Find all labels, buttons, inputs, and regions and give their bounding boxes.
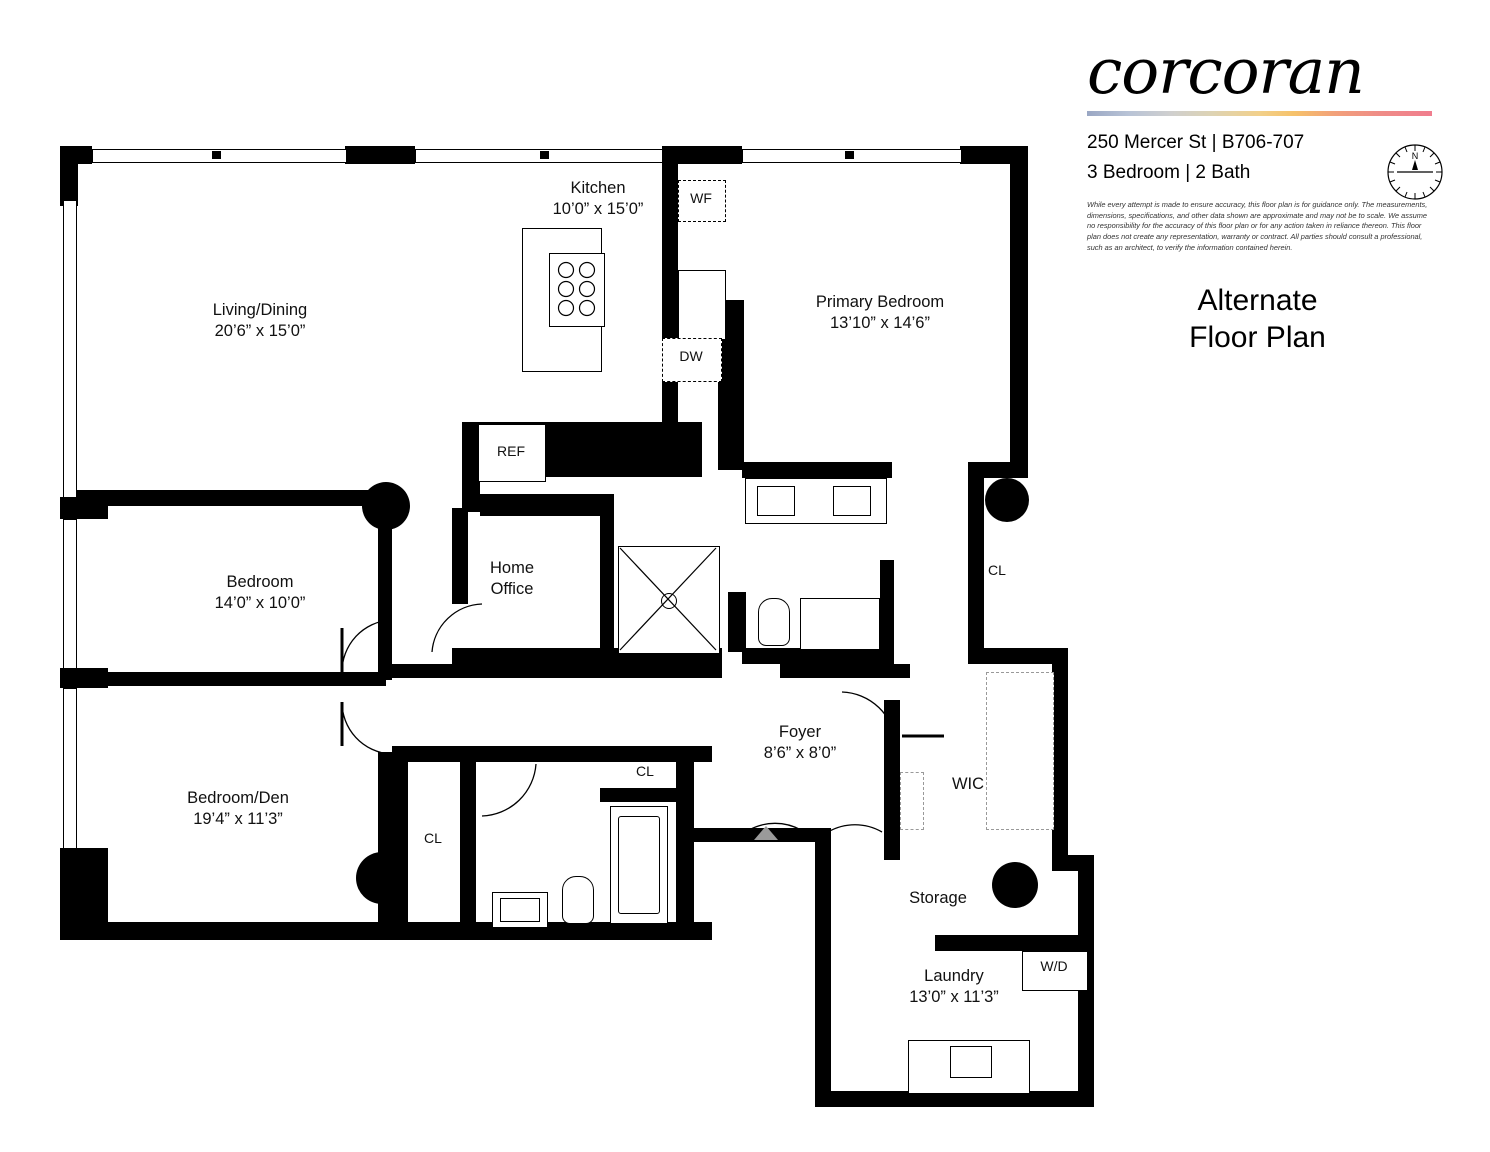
window-left-1 — [63, 200, 77, 502]
window-left-3 — [63, 688, 77, 850]
wall-wd-divider — [935, 935, 1094, 951]
wall-primary-bottom — [742, 462, 892, 478]
wall-exterior-top-mid — [345, 146, 415, 164]
wic-shelving — [986, 672, 1054, 830]
appliance-label-ref: REF — [497, 443, 525, 459]
wall-bedroom-top — [76, 490, 386, 506]
door-bedroom — [340, 618, 392, 674]
property-address: 250 Mercer St | B706-707 — [1087, 132, 1305, 153]
window-mullion-1 — [212, 151, 221, 159]
plan-title — [1085, 282, 1430, 357]
sink-left — [757, 486, 795, 516]
room-label-bedroom: Bedroom 14’0” x 10’0” — [214, 573, 306, 612]
fridge-box — [678, 270, 726, 340]
cooktop-burners-icon — [549, 253, 603, 325]
property-beds-baths: 3 Bedroom | 2 Bath — [1087, 162, 1251, 183]
closet-label-hall: CL — [636, 763, 654, 779]
room-label-home-office: Home Office — [489, 559, 534, 598]
corcoran-logo: corcoran — [1087, 35, 1364, 108]
plan-title-line1: Alternate — [1197, 283, 1318, 317]
wall-hall-top — [392, 664, 722, 678]
brand-gradient-bar — [1087, 111, 1432, 116]
plan-title-line2: Floor Plan — [1189, 321, 1326, 355]
door-foyer-right — [826, 782, 886, 834]
room-label-living-dining: Living/Dining 20’6” x 15’0” — [212, 301, 308, 340]
room-label-wic: WIC — [951, 775, 985, 793]
room-label-storage: Storage — [909, 889, 967, 907]
appliance-label-dw: DW — [679, 348, 703, 364]
door-den — [340, 700, 392, 756]
room-label-kitchen: Kitchen 10’0” x 15’0” — [552, 179, 644, 218]
wall-den-right — [378, 752, 392, 938]
toilet-primary — [758, 598, 790, 646]
window-left-2 — [63, 519, 77, 671]
toilet-secondary — [562, 876, 594, 924]
laundry-sink-basin — [950, 1046, 992, 1078]
room-label-primary-bedroom: Primary Bedroom 13’10” x 14’6” — [815, 293, 945, 332]
wall-exterior-left-top — [60, 146, 78, 206]
room-label-laundry: Laundry 13’0” x 11’3” — [909, 967, 999, 1006]
window-mullion-2 — [540, 151, 549, 159]
wall-cl-den-top — [392, 746, 712, 762]
wall-pbath-wc — [728, 592, 746, 652]
wall-exterior-bottom-left — [60, 922, 405, 940]
legal-disclaimer: While every attempt is made to ensure accuracy, this floor plan is for guidance only. The measurements, dimensions, specifications, and other data shown are approximate and may not be to scale. We assume no responsibility for the accuracy of this floor plan or for any action taken in reliance thereon. This floor plan does not create any representation, warranty or contract. All parties should consult a professional, such as an architect, to verify the information contained herein. — [1087, 200, 1428, 252]
sink-right — [833, 486, 871, 516]
window-mullion-3 — [845, 151, 854, 159]
shower-cross-icon — [618, 546, 718, 652]
wall-exterior-right-top — [1010, 146, 1028, 476]
vanity-secondary-sink — [500, 898, 540, 922]
wall-cl-mid-bottom — [600, 788, 692, 802]
wall-foyer-left — [694, 828, 718, 842]
wall-bath-bottom — [392, 922, 712, 940]
column-bedroom — [362, 482, 410, 530]
closet-label-den: CL — [424, 830, 442, 846]
appliance-label-wf: WF — [690, 190, 712, 206]
door-secondary-bath — [478, 762, 538, 818]
info-panel — [1085, 35, 1455, 357]
wall-cl-den-right — [460, 760, 476, 938]
tub-primary — [800, 598, 880, 650]
entry-threshold-icon — [752, 824, 780, 842]
wall-laundry-left — [815, 832, 831, 1107]
wall-kitchen-counter — [540, 422, 702, 477]
svg-text:N: N — [1411, 151, 1419, 161]
wall-pbath-bottom — [742, 648, 894, 664]
room-label-foyer: Foyer 8’6” x 8’0” — [763, 723, 837, 762]
column-primary — [985, 478, 1029, 522]
wall-hall-top-right — [780, 664, 910, 678]
wall-shower-bar — [886, 560, 892, 628]
wall-office-right — [600, 508, 614, 658]
wall-wic-right — [1052, 648, 1068, 868]
closet-label-primary: CL — [988, 562, 1006, 578]
appliance-label-wd: W/D — [1040, 958, 1068, 974]
wall-kitchen-col — [480, 494, 614, 516]
wall-bedroom-bottom — [76, 672, 386, 686]
bathtub-secondary-inner — [618, 816, 660, 914]
compass-icon — [1383, 140, 1447, 204]
room-label-bedroom-den: Bedroom/Den 19’4” x 11’3” — [187, 789, 289, 828]
door-home-office — [428, 600, 484, 656]
